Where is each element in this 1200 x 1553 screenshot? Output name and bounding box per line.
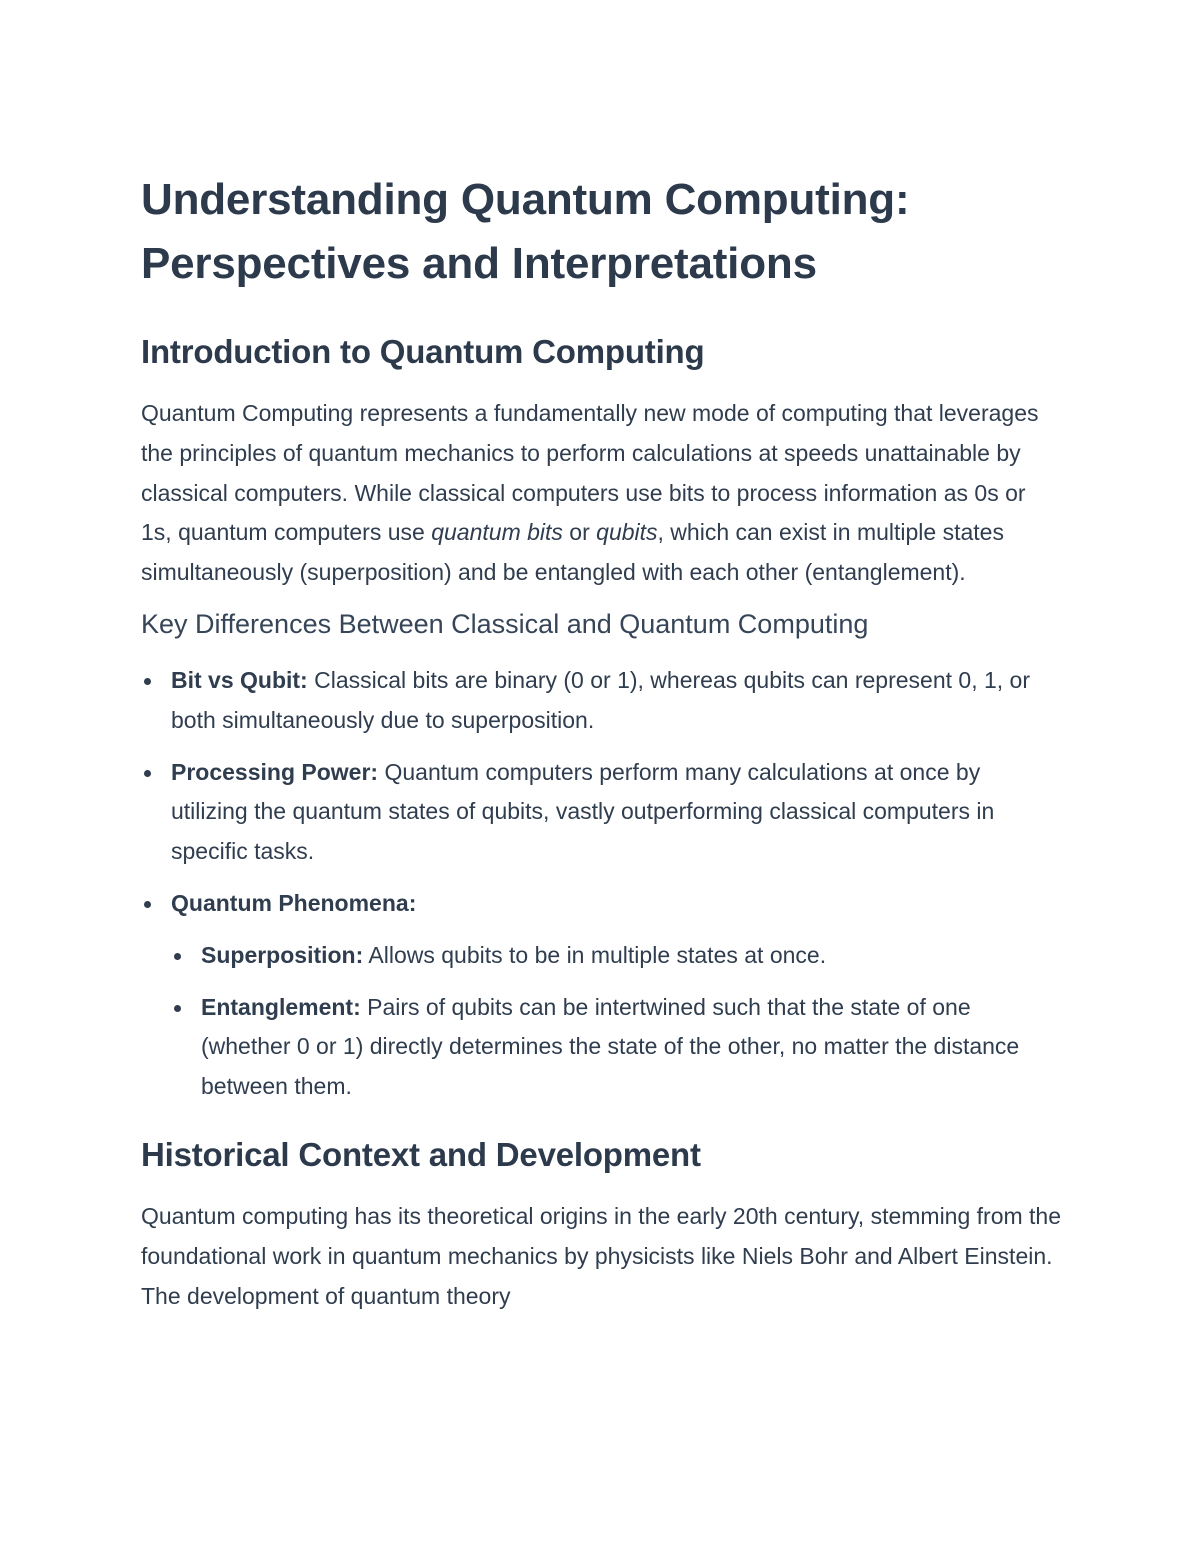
bullet-icon [144, 770, 151, 777]
history-paragraph: Quantum computing has its theoretical origins in the early 20th century, stemming from the foundational work in quantum mechanics by physicists like Niels Bohr and Albert Einstein. The development of quantum theory [141, 1202, 1062, 1309]
intro-emphasis-quantum-bits: quantum bits [431, 519, 563, 546]
document-page [141, 168, 1061, 1316]
list-item-term: Quantum Phenomena: [171, 889, 417, 916]
bullet-icon [174, 953, 181, 960]
intro-paragraph [141, 394, 1061, 593]
bullet-icon [174, 1005, 181, 1012]
document-title: Understanding Quantum Computing: Perspectives and Interpretations [141, 175, 910, 288]
list-item-text: Classical bits are binary (0 or 1), whereas qubits can represent 0, 1, or both simultaneously due to superposition. [171, 666, 1031, 733]
sublist-item-text: Pairs of qubits can be intertwined such that the state of one (whether 0 or 1) directly determines the state of the other, no matter the distance between them. [201, 993, 1020, 1100]
list-item-term: Processing Power: [171, 758, 379, 785]
section-spacer [141, 1119, 1061, 1133]
sublist-item-entanglement [171, 988, 1061, 1107]
sublist-item-term: Superposition: [201, 941, 364, 968]
list-item-quantum-phenomena [141, 884, 1061, 1107]
bullet-icon [144, 901, 151, 908]
intro-text-part3: , which can exist in multiple states simultaneously (superposition) and be entangled with each other (entanglement). [141, 519, 1004, 586]
bullet-icon [144, 678, 151, 685]
intro-heading: Introduction to Quantum Computing [141, 333, 705, 370]
intro-text-part2: or [562, 519, 597, 546]
list-item-processing-power [141, 753, 1061, 872]
phenomena-sublist [171, 936, 1061, 1107]
intro-emphasis-qubits: qubits [596, 519, 658, 546]
list-item-term: Bit vs Qubit: [171, 666, 308, 693]
list-item-text: Quantum computers perform many calculations at once by utilizing the quantum states of qubits, vastly outperforming classical computers in specific tasks. [171, 758, 995, 865]
sublist-item-term: Entanglement: [201, 993, 361, 1020]
intro-text-part1: Quantum Computing represents a fundamentally new mode of computing that leverages the principles of quantum mechanics to perform calculations at speeds unattainable by classical computers. While classical computers use bits to process information as 0s or 1s, quantum computers use [141, 400, 1039, 546]
differences-list [141, 661, 1061, 1107]
history-heading: Historical Context and Development [141, 1135, 701, 1173]
sublist-item-text: Allows qubits to be in multiple states at once. [363, 941, 827, 968]
differences-heading: Key Differences Between Classical and Quantum Computing [141, 608, 869, 639]
list-item-bit-vs-qubit [141, 661, 1061, 741]
sublist-item-superposition [171, 936, 1061, 976]
